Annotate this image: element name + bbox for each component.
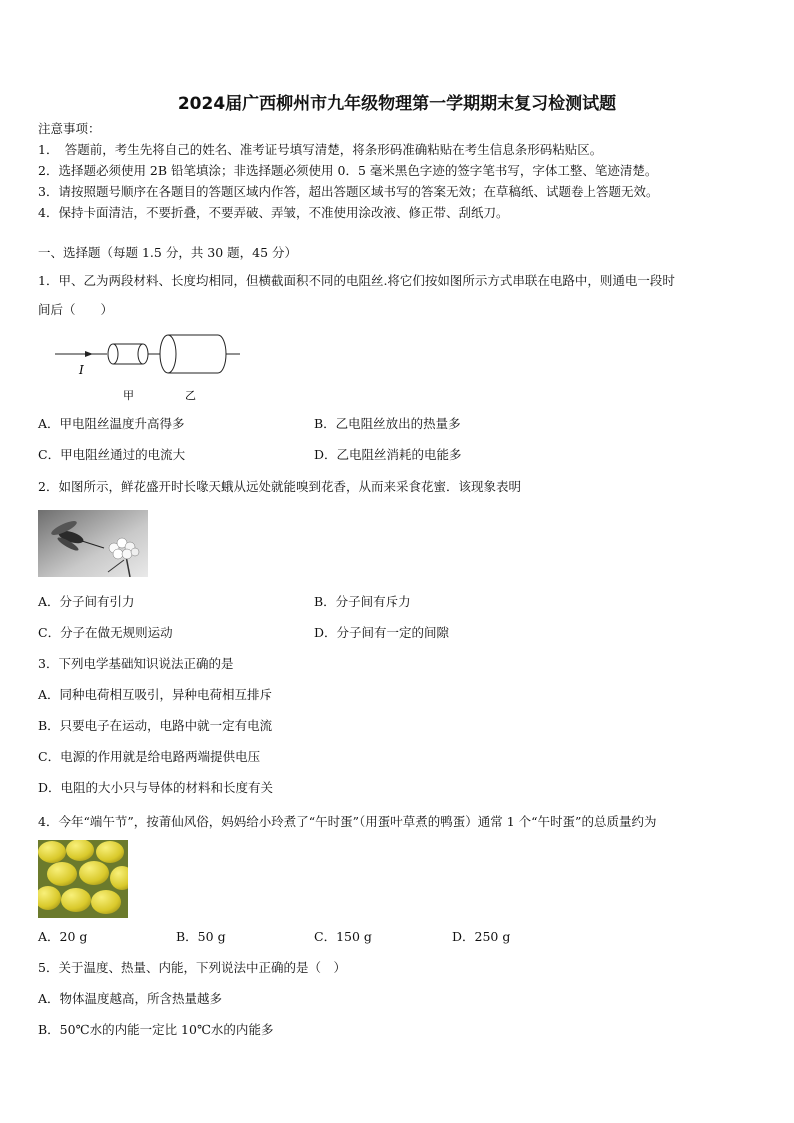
question-4-stem: 4．今年“端午节”，按莆仙风俗，妈妈给小玲煮了“午时蛋”（用蛋叶草煮的鸭蛋）通常 1 个“午时蛋”的总质量约为 (38, 814, 657, 829)
option-d: D．电阻的大小只与导体的材料和长度有关 (38, 780, 274, 795)
wire-label-yi: 乙 (185, 389, 196, 402)
option-c: C．甲电阻丝通过的电流大 (38, 447, 186, 462)
option-a: A．甲电阻丝温度升高得多 (38, 416, 185, 431)
option-b: B．50 g (176, 929, 226, 944)
question-1-stem: 1．甲、乙为两段材料、长度均相同，但横截面积不同的电阻丝.将它们按如图所示方式串联在电路中，则通电一段时 (38, 273, 675, 288)
option-b: B．只要电子在运动，电路中就一定有电流 (38, 718, 273, 733)
page-title: 2024届广西柳州市九年级物理第一学期期末复习检测试题 (177, 94, 617, 114)
question-5-stem: 5．关于温度、热量、内能，下列说法中正确的是（ ） (38, 960, 346, 975)
option-a: A．同种电荷相互吸引，异种电荷相互排斥 (38, 687, 273, 702)
notice-item: 4．保持卡面清洁，不要折叠，不要弄破、弄皱，不准使用涂改液、修正带、刮纸刀。 (38, 205, 509, 220)
current-label: I (79, 363, 84, 377)
option-c: C．150 g (314, 929, 372, 944)
section-heading: 一、选择题（每题 1.5 分，共 30 题，45 分） (38, 245, 298, 260)
option-b: B．分子间有斥力 (314, 594, 411, 609)
wire-label-jia: 甲 (123, 389, 134, 402)
option-b: B．50℃水的内能一定比 10℃水的内能多 (38, 1022, 274, 1037)
notice-heading: 注意事项： (38, 121, 101, 136)
option-d: D．乙电阻丝消耗的电能多 (314, 447, 462, 462)
option-a: A．20 g (38, 929, 88, 944)
notice-item: 2．选择题必须使用 2B 铅笔填涂；非选择题必须使用 0．5 毫米黑色字迹的签字笔书写，字体工整、笔迹清楚。 (38, 163, 658, 178)
question-3-stem: 3．下列电学基础知识说法正确的是 (38, 656, 234, 671)
option-c: C．分子在做无规则运动 (38, 625, 173, 640)
option-b: B．乙电阻丝放出的热量多 (314, 416, 461, 431)
option-a: A．物体温度越高，所含热量越多 (38, 991, 223, 1006)
duck-eggs-photo (38, 840, 128, 918)
option-c: C．电源的作用就是给电路两端提供电压 (38, 749, 261, 764)
option-d: D．分子间有一定的间隙 (314, 625, 450, 640)
notice-item: 1． 答题前，考生先将自己的姓名、准考证号填写清楚，将条形码准确粘贴在考生信息条形码粘贴区。 (38, 142, 603, 157)
option-a: A．分子间有引力 (38, 594, 135, 609)
resistor-wires-diagram (55, 332, 255, 404)
question-2-stem: 2．如图所示，鲜花盛开时长喙天蛾从远处就能嗅到花香，从而来采食花蜜．该现象表明 (38, 479, 521, 494)
hawkmoth-flower-photo (38, 510, 148, 577)
notice-item: 3．请按照题号顺序在各题目的答题区域内作答，超出答题区域书写的答案无效；在草稿纸、试题卷上答题无效。 (38, 184, 659, 199)
option-d: D．250 g (452, 929, 511, 944)
question-1-stem-cont: 间后（ ） (38, 302, 114, 317)
